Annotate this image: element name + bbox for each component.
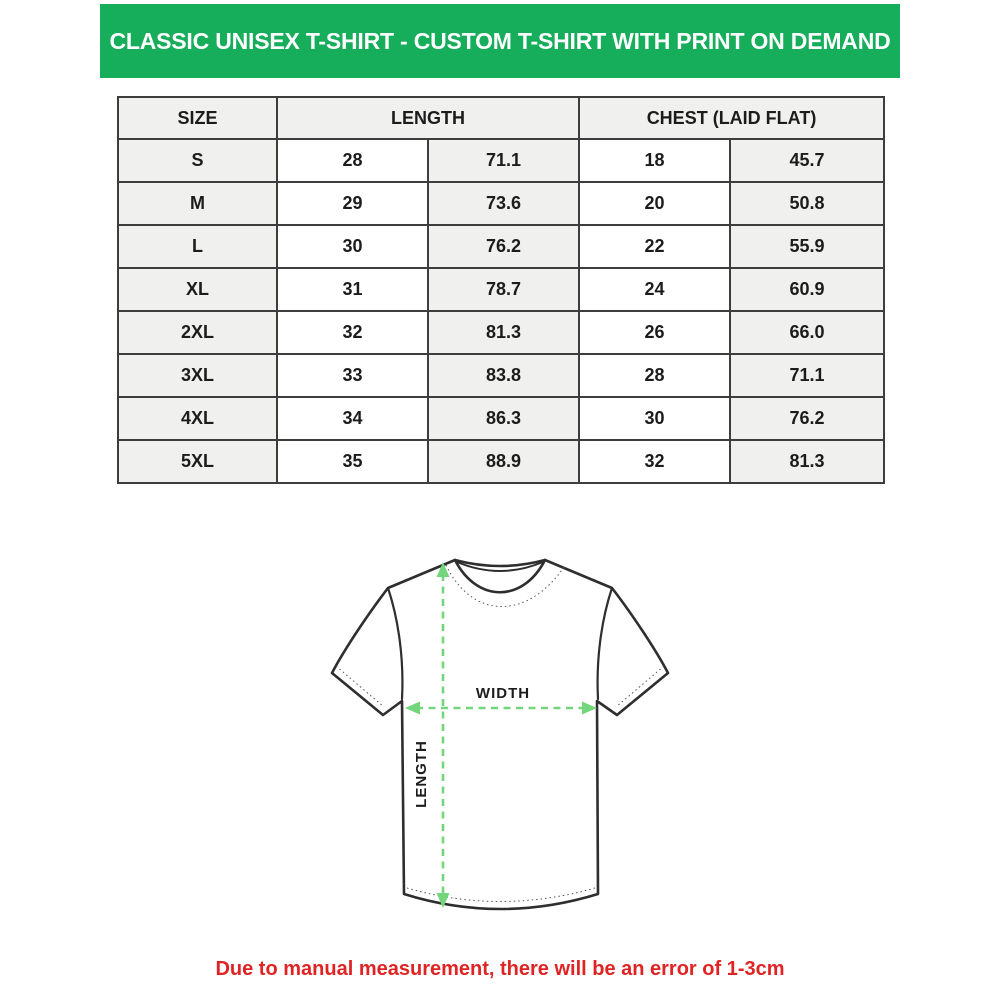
table-row [118, 139, 884, 182]
tshirt-diagram [320, 546, 680, 920]
length-in-cell: 31 [277, 268, 428, 311]
table-row [118, 268, 884, 311]
size-cell: L [118, 225, 277, 268]
length-in-cell: 30 [277, 225, 428, 268]
chest-in-cell: 24 [579, 268, 730, 311]
chest-in-cell: 22 [579, 225, 730, 268]
chest-in-cell: 28 [579, 354, 730, 397]
length-in-cell: 29 [277, 182, 428, 225]
header-length: LENGTH [277, 97, 579, 139]
size-cell: S [118, 139, 277, 182]
size-cell: M [118, 182, 277, 225]
chest-cm-cell: 50.8 [730, 182, 884, 225]
table-row [118, 225, 884, 268]
table-row [118, 397, 884, 440]
length-label: LENGTH [413, 740, 430, 808]
table-row [118, 440, 884, 483]
header-size: SIZE [118, 97, 277, 139]
length-cm-cell: 71.1 [428, 139, 579, 182]
size-cell: 5XL [118, 440, 277, 483]
length-cm-cell: 81.3 [428, 311, 579, 354]
length-cm-cell: 88.9 [428, 440, 579, 483]
length-in-cell: 35 [277, 440, 428, 483]
chest-cm-cell: 66.0 [730, 311, 884, 354]
size-cell: 4XL [118, 397, 277, 440]
measurement-disclaimer: Due to manual measurement, there will be an error of 1-3cm [215, 958, 785, 980]
chest-in-cell: 20 [579, 182, 730, 225]
size-table [117, 96, 885, 484]
length-in-cell: 28 [277, 139, 428, 182]
chest-cm-cell: 45.7 [730, 139, 884, 182]
chest-cm-cell: 81.3 [730, 440, 884, 483]
chest-in-cell: 18 [579, 139, 730, 182]
table-row [118, 354, 884, 397]
table-header-row [118, 97, 884, 139]
page-title: CLASSIC UNISEX T-SHIRT - CUSTOM T-SHIRT WITH PRINT ON DEMAND [109, 27, 891, 54]
chest-cm-cell: 76.2 [730, 397, 884, 440]
length-in-cell: 34 [277, 397, 428, 440]
table-row [118, 182, 884, 225]
chest-cm-cell: 55.9 [730, 225, 884, 268]
length-cm-cell: 86.3 [428, 397, 579, 440]
length-cm-cell: 73.6 [428, 182, 579, 225]
length-in-cell: 32 [277, 311, 428, 354]
chest-cm-cell: 60.9 [730, 268, 884, 311]
table-row [118, 311, 884, 354]
size-cell: 3XL [118, 354, 277, 397]
length-cm-cell: 78.7 [428, 268, 579, 311]
chest-in-cell: 26 [579, 311, 730, 354]
chest-cm-cell: 71.1 [730, 354, 884, 397]
size-cell: 2XL [118, 311, 277, 354]
length-cm-cell: 76.2 [428, 225, 579, 268]
length-cm-cell: 83.8 [428, 354, 579, 397]
tshirt-outline-icon [332, 560, 668, 909]
title-banner [100, 4, 900, 78]
header-chest: CHEST (LAID FLAT) [579, 97, 884, 139]
length-in-cell: 33 [277, 354, 428, 397]
chest-in-cell: 30 [579, 397, 730, 440]
chest-in-cell: 32 [579, 440, 730, 483]
width-label: WIDTH [475, 685, 531, 702]
size-cell: XL [118, 268, 277, 311]
